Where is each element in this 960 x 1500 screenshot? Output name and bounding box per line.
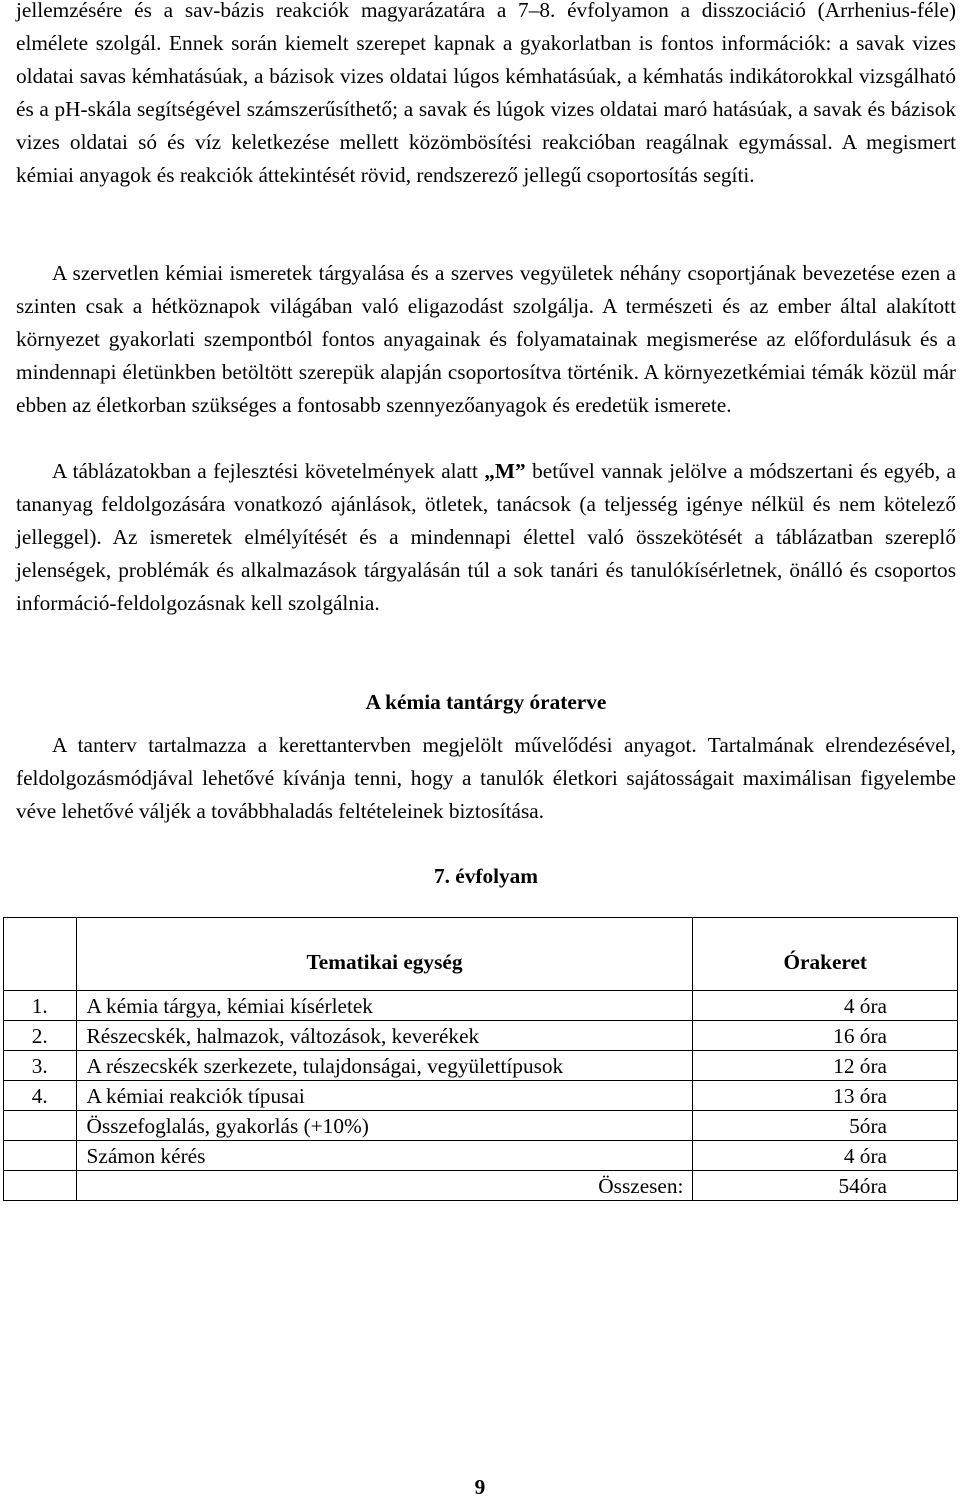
row-number: 3. xyxy=(4,1051,77,1081)
row-hours: 13 óra xyxy=(693,1081,958,1111)
header-hours: Órakeret xyxy=(693,918,958,991)
paragraph-inorganic: A szervetlen kémiai ismeretek tárgyalása és a szerves vegyületek néhány csoportjának bevezetése ezen a szinten csak a hétköznapok világában való eligazodást szolgálja. A természeti és az ember által alakított környezet gyakorlati szempontból fontos anyagainak és folyamatainak megismerése az előfordulásuk és a mindennapi életünkben betöltött szerepük alapján csoportosítva történik. A környezetkémiai témák közül már ebben az életkorban szükséges a fontosabb szennyezőanyagok és eredetük ismerete. xyxy=(16,261,956,417)
page-number: 9 xyxy=(474,1475,486,1499)
table-row xyxy=(4,1141,958,1171)
total-label: Összesen: xyxy=(76,1171,693,1201)
header-topic: Tematikai egység xyxy=(76,918,693,991)
table-header-row xyxy=(4,918,958,991)
section-title: A kémia tantárgy óraterve xyxy=(365,690,607,714)
row-topic: Számon kérés xyxy=(76,1141,693,1171)
tables-note-mark: „M” xyxy=(484,459,526,483)
row-topic: A kémia tárgya, kémiai kísérletek xyxy=(76,991,693,1021)
row-hours: 16 óra xyxy=(693,1021,958,1051)
row-hours: 5óra xyxy=(693,1111,958,1141)
total-value: 54óra xyxy=(693,1171,958,1201)
row-hours: 4 óra xyxy=(693,991,958,1021)
row-topic: Összefoglalás, gyakorlás (+10%) xyxy=(76,1111,693,1141)
paragraph-curriculum: A tanterv tartalmazza a kerettantervben megjelölt művelődési anyagot. Tartalmának elrendezésével, feldolgozásmódjával lehetővé kívánja tenni, hogy a tanulók életkori sajátosságait maximálisan figyelembe véve lehetővé váljék a továbbhaladás feltételeinek biztosítása. xyxy=(16,733,956,823)
paragraph-acid-base: jellemzésére és a sav-bázis reakciók magyarázatára a 7–8. évfolyamon a disszociáció (Arrhenius-féle) elmélete szolgál. Ennek során kiemelt szerepet kapnak a gyakorlatban is fontos információk: a savak vizes oldatai savas kémhatásúak, a bázisok vizes oldatai lúgos kémhatásúak, a kémhatás indikátorokkal vizsgálható és a pH-skála segítségével számszerűsíthető; a savak és lúgok vizes oldatai maró hatásúak, a savak és bázisok vizes oldatai só és víz keletkezése mellett közömbösítési reakcióban reagálnak egymással. A megismert kémiai anyagok és reakciók áttekintését rövid, rendszerező jellegű csoportosítás segíti. xyxy=(16,0,956,187)
table-row xyxy=(4,1021,958,1051)
tables-note-text-2: betűvel vannak jelölve a módszertani és egyéb, a tananyag feldolgozására vonatkozó ajánlások, ötletek, tanácsok (a teljesség igénye nélkül és nem kötelező jelleggel). Az ismeretek elmélyítését és a mindennapi élettel való összekötését a táblázatban szereplő jelenségek, problémák és alkalmazások tárgyalásán túl a sok tanári és tanulókísérletnek, önálló és csoportos információ-feldolgozásnak kell szolgálnia. xyxy=(16,459,956,615)
row-topic: A részecskék szerkezete, tulajdonságai, vegyülettípusok xyxy=(76,1051,693,1081)
paragraph-tables-note xyxy=(16,455,956,620)
row-number: 2. xyxy=(4,1021,77,1051)
row-number xyxy=(4,1141,77,1171)
table-total-row xyxy=(4,1171,958,1201)
row-number xyxy=(4,1111,77,1141)
tables-note-text-1: A táblázatokban a fejlesztési követelmények alatt xyxy=(52,459,485,483)
row-hours: 4 óra xyxy=(693,1141,958,1171)
table-row xyxy=(4,1081,958,1111)
hours-table xyxy=(3,917,958,1201)
grade-title: 7. évfolyam xyxy=(433,864,539,888)
row-topic: A kémiai reakciók típusai xyxy=(76,1081,693,1111)
row-topic: Részecskék, halmazok, változások, keverékek xyxy=(76,1021,693,1051)
row-number: 4. xyxy=(4,1081,77,1111)
table-row xyxy=(4,1051,958,1081)
table-row xyxy=(4,991,958,1021)
row-hours: 12 óra xyxy=(693,1051,958,1081)
total-num-cell xyxy=(4,1171,77,1201)
table-row xyxy=(4,1111,958,1141)
header-num-cell xyxy=(4,918,77,991)
row-number: 1. xyxy=(4,991,77,1021)
